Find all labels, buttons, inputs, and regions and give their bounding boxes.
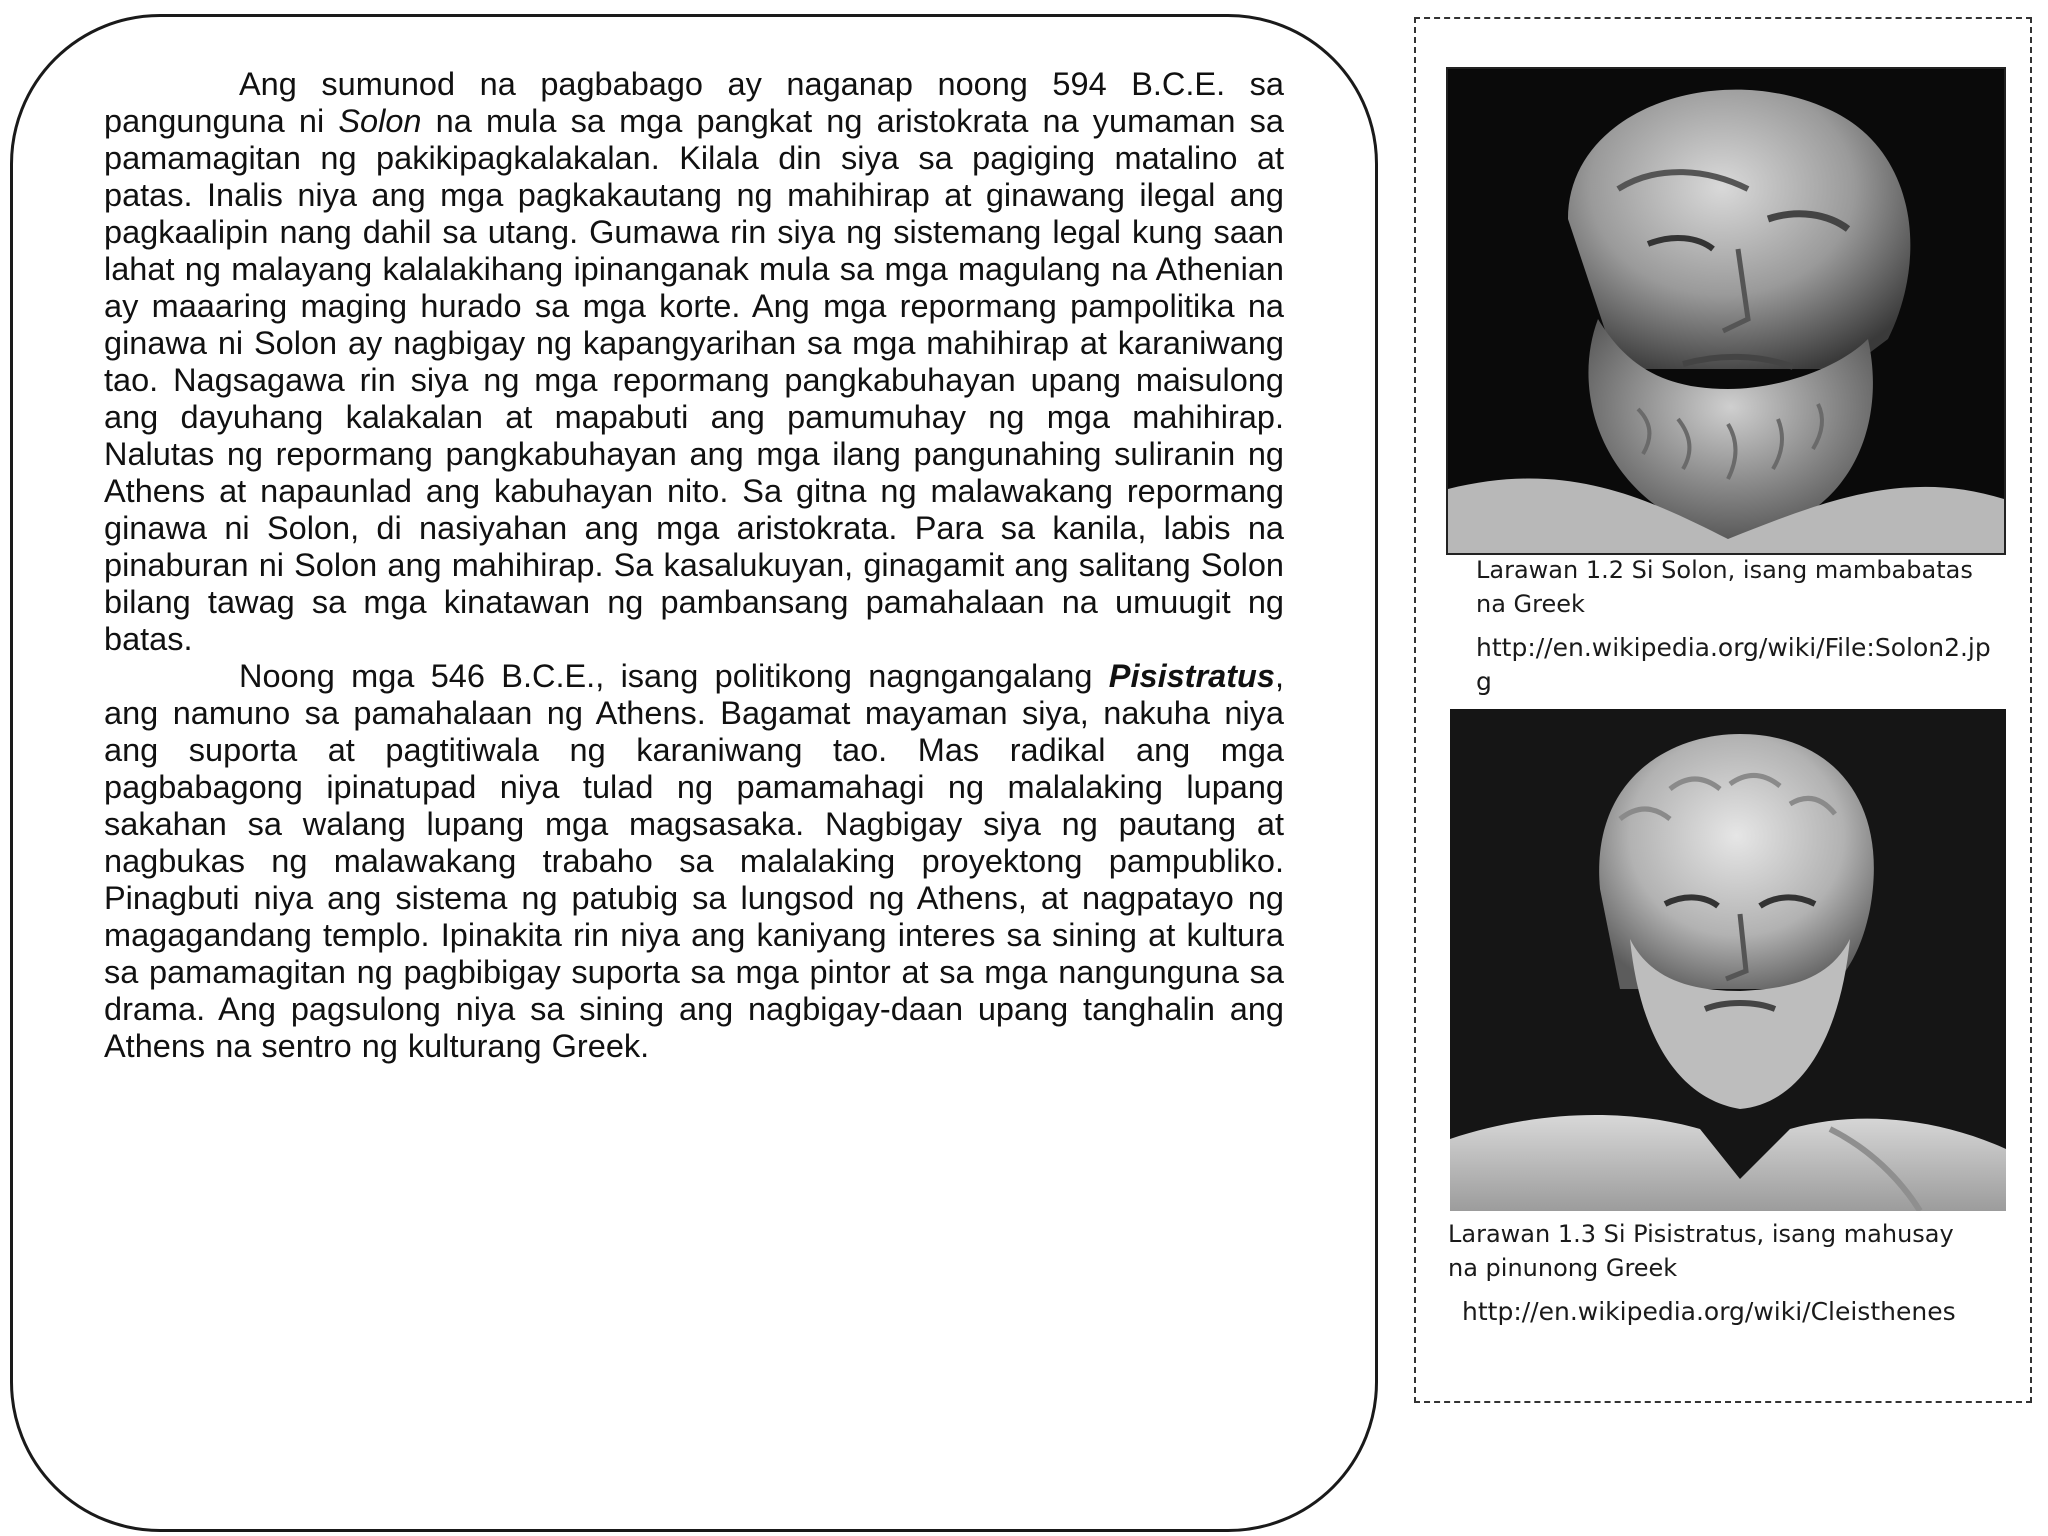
- pisistratus-source-url: http://en.wikipedia.org/wiki/Cleisthenes: [1462, 1297, 1956, 1326]
- paragraph-text: Ang sumunod na pagbabago ay naganap noong 594 B.C.E. sa pangunguna ni: [104, 66, 1284, 139]
- solon-portrait: [1446, 67, 2006, 555]
- paragraph-pisistratus: [104, 658, 1284, 1065]
- solon-bust-image: [1448, 69, 2004, 553]
- paragraph-text: Noong mga 546 B.C.E., isang politikong nagngangalang: [239, 658, 1109, 694]
- paragraph-text: na mula sa mga pangkat ng aristokrata na yumaman sa pamamagitan ng pakikipagkalakalan. Kilala din siya sa pagiging matalino at patas. Inalis niya ang mga pagkakautang ng mahihirap at ginawang ilegal ang pagkaalipin nang dahil sa utang. Gumawa rin siya ng sistemang legal kung saan lahat ng malayang kalalakihang ipinanganak mula sa mga magulang na Athenian ay maaaring maging hurado sa mga korte. Ang mga repormang pampolitika na ginawa ni Solon ay nagbigay ng kapangyarihan sa mga mahihirap at karaniwang tao. Nagsagawa rin siya ng mga repormang pangkabuhayan upang maisulong ang dayuhang kalakalan at mapabuti ang pamumuhay ng mga mahihirap. Nalutas ng repormang pangkabuhayan ang mga ilang pangunahing suliranin ng Athens at napaunlad ang kabuhayan nito. Sa gitna ng malawakang repormang ginawa ni Solon, di nasiyahan ang mga aristokrata. Para sa kanila, labis na pinaburan ni Solon ang mahihirap. Sa kasalukuyan, ginagamit ang salitang Solon bilang tawag sa mga kinatawan ng pambansang pamahalaan na umuugit ng batas.: [104, 103, 1284, 657]
- pisistratus-caption: Larawan 1.3 Si Pisistratus, isang mahusay na pinunong Greek: [1448, 1220, 1954, 1282]
- solon-caption: Larawan 1.2 Si Solon, isang mambabatas na Greek: [1476, 556, 1973, 618]
- pisistratus-portrait: [1450, 709, 2006, 1211]
- article-body: [104, 66, 1284, 1065]
- figure-sidebar: [1414, 17, 2032, 1403]
- paragraph-solon: [104, 66, 1284, 658]
- name-solon: Solon: [338, 103, 422, 139]
- solon-source-url: http://en.wikipedia.org/wiki/File:Solon2.jpg: [1476, 633, 1991, 696]
- pisistratus-bust-image: [1450, 709, 2006, 1211]
- paragraph-text: , ang namuno sa pamahalaan ng Athens. Bagamat mayaman siya, nakuha niya ang suporta at pagtitiwala ng karaniwang tao. Mas radikal ang mga pagbabagong ipinatupad niya tulad ng pamamahagi ng malalaking lupang sakahan sa walang lupang mga magsasaka. Nagbigay siya ng pautang at nagbukas ng malawakang trabaho sa malalaking proyektong pampubliko. Pinagbuti niya ang sistema ng patubig sa lungsod ng Athens, at nagpatayo ng magagandang templo. Ipinakita rin niya ang kaniyang interes sa sining at kultura sa pamamagitan ng pagbibigay suporta sa mga pintor at sa mga nangunguna sa drama. Ang pagsulong niya sa sining ang nagbigay-daan upang tanghalin ang Athens na sentro ng kulturang Greek.: [104, 658, 1284, 1064]
- name-pisistratus: Pisistratus: [1108, 658, 1275, 694]
